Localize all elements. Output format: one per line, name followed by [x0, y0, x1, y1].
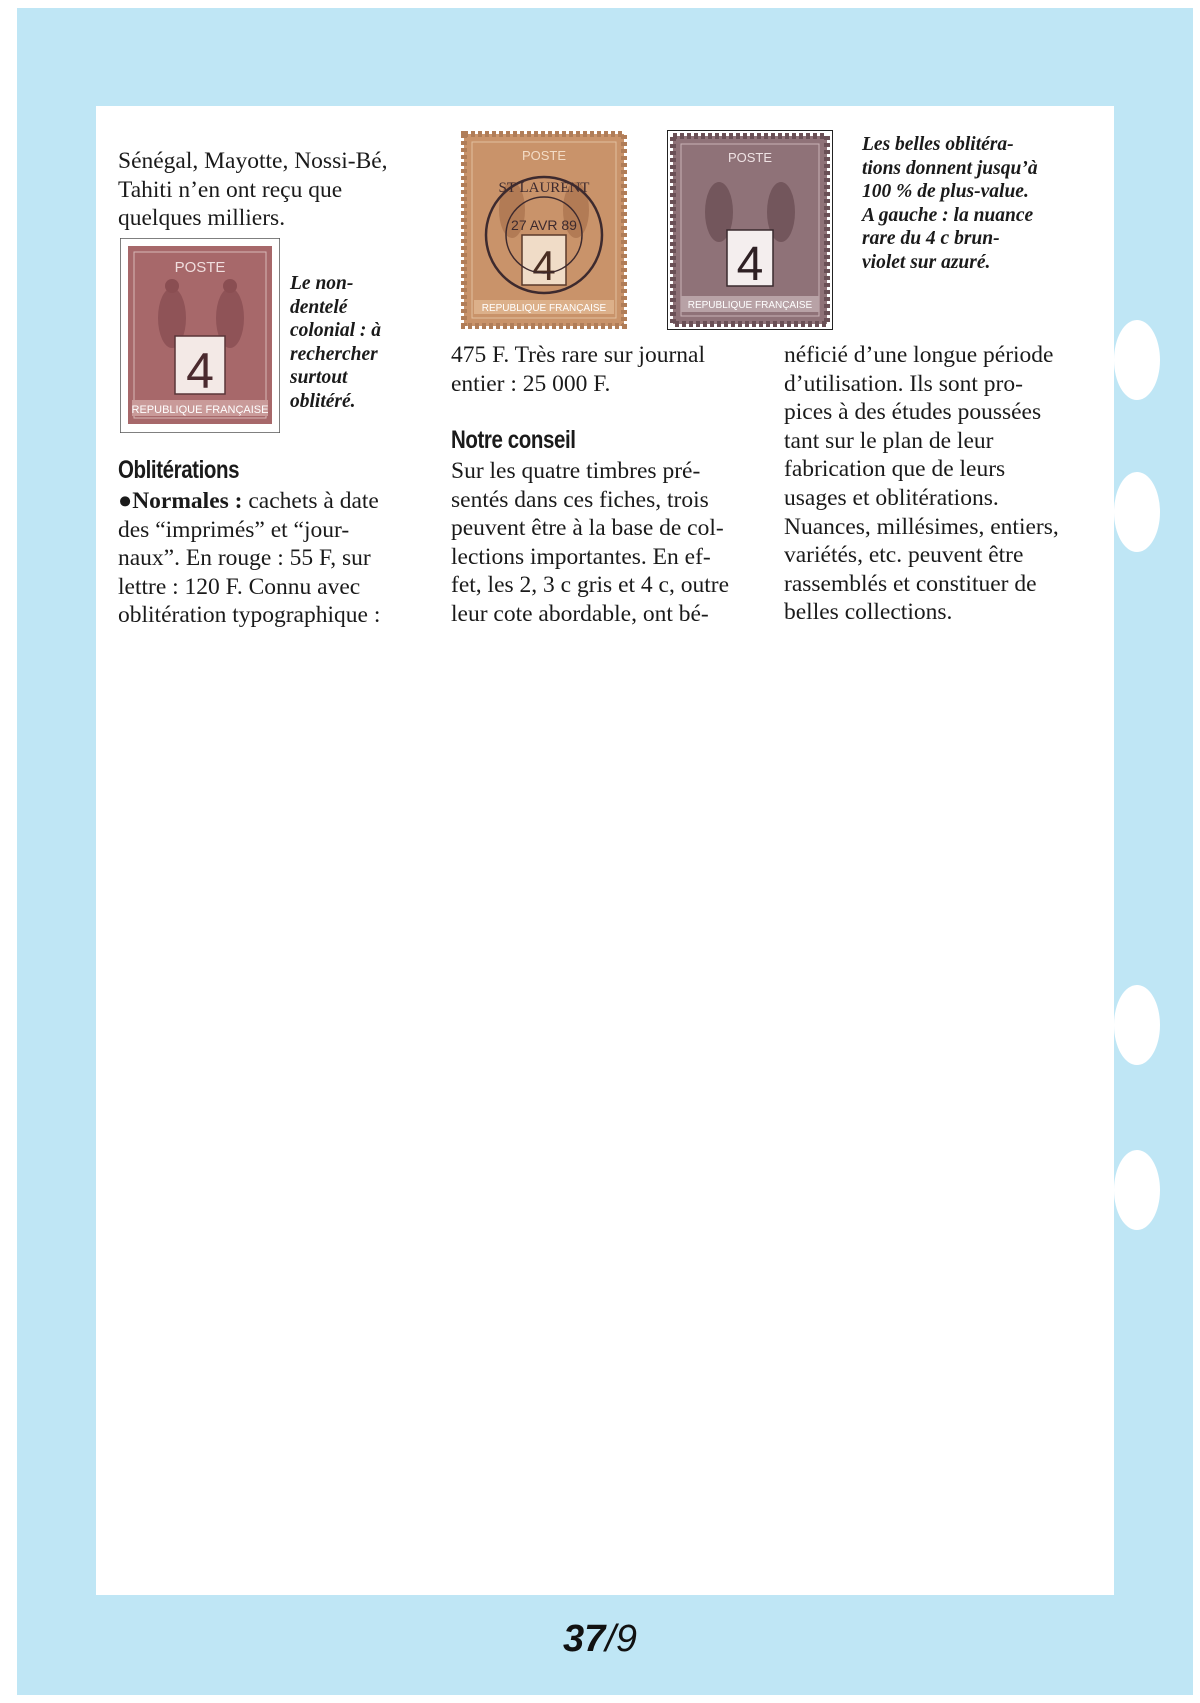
caption-line: rechercher	[290, 343, 378, 365]
text-line: lettre : 120 F. Connu avec	[118, 573, 361, 600]
col1-intro	[118, 147, 418, 233]
stamp-top-word: POSTE	[174, 259, 226, 276]
text-line: entier : 25 000 F.	[451, 370, 611, 397]
text-line: belles collections.	[784, 599, 953, 626]
page-number-sub: /9	[605, 1618, 637, 1660]
caption-line: 100 % de plus-value.	[862, 181, 1029, 202]
binder-hole	[1114, 1150, 1160, 1230]
text-line: Nuances, millésimes, entiers,	[784, 513, 1059, 540]
text-line: quelques milliers.	[118, 205, 286, 232]
stamp-bottom-word: REPUBLIQUE FRANÇAISE	[481, 303, 607, 314]
stamp-bottom-word: REPUBLIQUE FRANÇAISE	[131, 404, 269, 416]
caption-line: colonial : à	[290, 320, 381, 341]
stamp-imperforate-4c	[120, 238, 280, 433]
caption-line: tions donnent jusqu’à	[862, 157, 1038, 179]
text-line: fabrication que de leurs	[784, 456, 1006, 483]
text-line: rassemblés et constituer de	[784, 570, 1037, 597]
caption-line: rare du 4 c brun-	[862, 228, 1000, 249]
text-line: lections importantes. En ef-	[451, 543, 711, 570]
caption-line: oblitéré.	[290, 390, 356, 412]
text-line: tant sur le plan de leur	[784, 427, 994, 454]
binder-hole	[1114, 320, 1160, 400]
text-line: des “imprimés” et “jour-	[118, 516, 350, 543]
stamp-value: 4	[736, 238, 764, 291]
page-number-main: 37	[563, 1618, 606, 1660]
stamp-value: 4	[532, 242, 556, 289]
caption-obliterations	[862, 133, 1092, 274]
cancel-town: ST LAURENT	[498, 180, 590, 196]
text-line: Sur les quatre timbres pré-	[451, 458, 701, 484]
caption-line: violet sur azuré.	[862, 251, 991, 273]
text-line: 475 F. Très rare sur journal	[451, 342, 705, 368]
text-line: sentés dans ces fiches, trois	[451, 486, 709, 513]
caption-line: dentelé	[290, 296, 348, 318]
col2-top	[451, 341, 761, 398]
text-line	[118, 487, 418, 516]
cancel-date: 27 AVR 89	[511, 217, 577, 233]
text-line: néficié d’une longue période	[784, 342, 1054, 368]
heading-notre-conseil: Notre conseil	[451, 426, 576, 454]
text-line: variétés, etc. peuvent être	[784, 542, 1024, 569]
col3-paragraph	[784, 341, 1090, 627]
text-line: leur cote abordable, ont bé-	[451, 600, 709, 627]
caption-line: A gauche : la nuance	[862, 204, 1034, 226]
text-line: peuvent être à la base de col-	[451, 515, 724, 542]
col1-paragraph	[118, 487, 418, 630]
text-line: pices à des études poussées	[784, 399, 1042, 426]
binder-hole	[1114, 472, 1160, 552]
text-line: usages et oblitérations.	[784, 484, 999, 511]
caption-line: Le non-	[290, 273, 354, 294]
stamp-top-word: POSTE	[727, 150, 773, 165]
stamp-top-word: POSTE	[521, 148, 567, 163]
text-line: Sénégal, Mayotte, Nossi-Bé,	[118, 148, 388, 174]
caption-line: Les belles oblitéra-	[862, 134, 1014, 155]
text-line: d’utilisation. Ils sont pro-	[784, 370, 1023, 397]
text-line: fet, les 2, 3 c gris et 4 c, outre	[451, 572, 729, 599]
stamp-bottom-word: REPUBLIQUE FRANÇAISE	[687, 300, 813, 311]
binder-hole	[1114, 985, 1160, 1065]
caption-line: surtout	[290, 367, 348, 388]
bold-label: Normales :	[132, 488, 243, 514]
caption-imperforate	[290, 272, 410, 413]
col2-paragraph	[451, 457, 756, 629]
bullet-icon: ●	[118, 488, 133, 514]
text-line: oblitération typographique :	[118, 602, 381, 629]
text-run: cachets à date	[242, 488, 379, 514]
page-number	[0, 1618, 1200, 1661]
stamp-brown-violet-4c	[667, 130, 833, 330]
stamp-value: 4	[186, 343, 214, 399]
stamp-cancelled-4c	[460, 130, 628, 330]
text-line: naux”. En rouge : 55 F, sur	[118, 545, 371, 572]
heading-obliterations: Oblitérations	[118, 456, 240, 484]
text-line: Tahiti n’en ont reçu que	[118, 176, 343, 203]
